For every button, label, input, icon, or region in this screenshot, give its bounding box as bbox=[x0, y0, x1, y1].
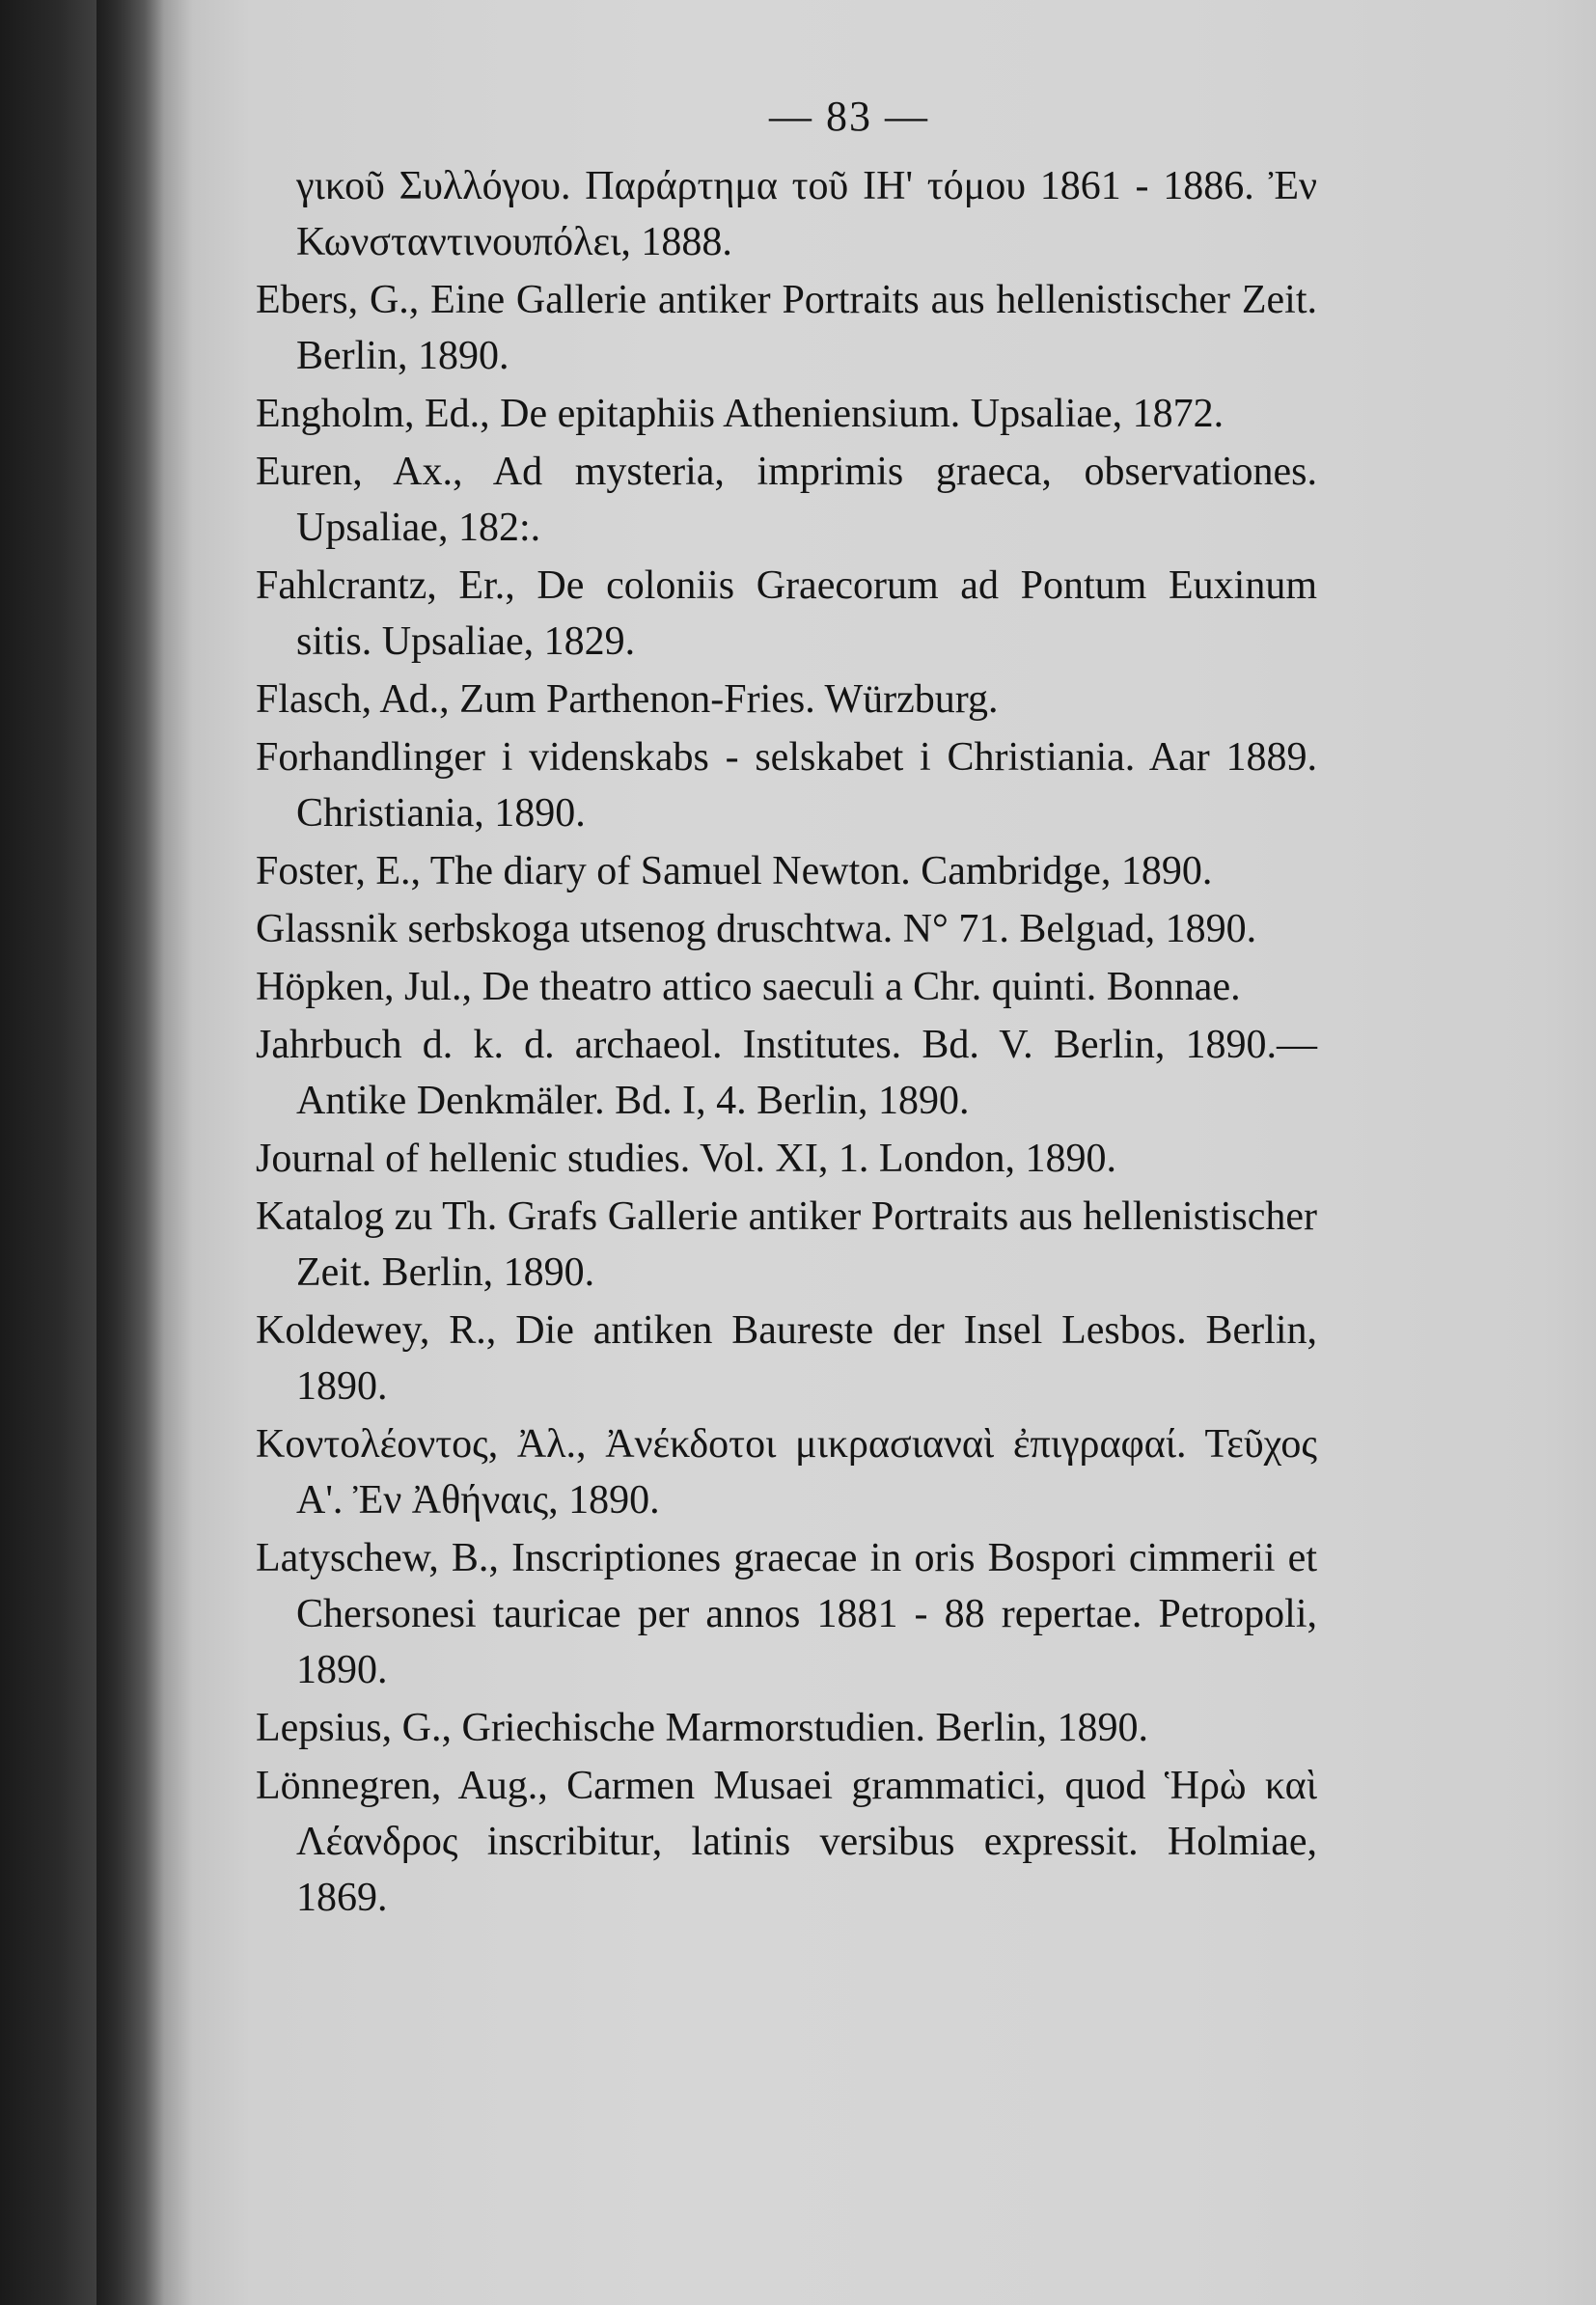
bibliography-entry: Glassnik serbskoga utsenog druschtwa. N° 71. Belgιad, 1890. bbox=[256, 907, 1257, 951]
bibliography-entry: Fahlcrantz, Er., De coloniis Graecorum ad Pontum Euxinum sitis. Upsaliae, 1829. bbox=[256, 563, 1317, 664]
bibliography-entry: Höpken, Jul., De theatro attico saeculi a Chr. quinti. Bonnae. bbox=[256, 965, 1241, 1009]
bibliography-entry: Journal of hellenic studies. Vol. XI, 1. London, 1890. bbox=[256, 1137, 1117, 1181]
bibliography-entry: Engholm, Ed., De epitaphiis Atheniensium. Upsaliae, 1872. bbox=[256, 392, 1225, 436]
bibliography-entry: Foster, E., The diary of Samuel Newton. Cambridge, 1890. bbox=[256, 849, 1213, 893]
bibliography-entry: Lepsius, G., Griechische Marmorstudien. Berlin, 1890. bbox=[256, 1706, 1148, 1750]
spine-shadow bbox=[96, 0, 164, 2305]
bibliography-entry: Flasch, Ad., Zum Parthenon-Fries. Würzburg. bbox=[256, 677, 999, 722]
bibliography-entry: Lönnegren, Aug., Carmen Musaei grammatici, quod Ἡρὼ καὶ Λέανδρος inscribitur, latinis versibus expressit. Holmiae, 1869. bbox=[256, 1764, 1317, 1920]
bibliography-entry: Katalog zu Th. Grafs Gallerie antiker Portraits aus hellenistischer Zeit. Berlin, 1890. bbox=[256, 1194, 1317, 1295]
bibliography-entry: Κοντολέοντος, Ἀλ., Ἀνέκδοτοι μικρασιαναὶ ἐπιγραφαί. Τεῦχος Α'. Ἐν Ἀθήναις, 1890. bbox=[256, 1422, 1317, 1523]
bibliography-entry: Koldewey, R., Die antiken Baureste der Insel Lesbos. Berlin, 1890. bbox=[256, 1308, 1317, 1409]
page-number: — 83 — bbox=[769, 93, 929, 140]
bibliography-entry: Ebers, G., Eine Gallerie antiker Portraits aus hellenistischer Zeit. Berlin, 1890. bbox=[256, 278, 1317, 378]
text-block bbox=[256, 92, 1317, 1928]
bibliography-entry: Jahrbuch d. k. d. archaeol. Institutes. Bd. V. Berlin, 1890.— Antike Denkmäler. Bd. I, 4. Berlin, 1890. bbox=[256, 1023, 1317, 1123]
bibliography-entry: Latyschew, B., Inscriptiones graecae in oris Bospori cimmerii et Chersonesi tauricae per annos 1881 - 88 repertae. Petropoli, 1890. bbox=[256, 1536, 1317, 1692]
bibliography-entry: Forhandlinger i videnskabs - selskabet i Christiania. Aar 1889. Christiania, 1890. bbox=[256, 735, 1317, 836]
bibliography-entry: Euren, Ax., Ad mysteria, imprimis graeca, observationes. Upsaliae, 182:. bbox=[256, 450, 1317, 550]
bibliography-entry: γικοῦ Συλλόγου. Παράρτημα τοῦ ΙΗ' τόμου 1861 - 1886. Ἐν Κωνσταντινουπόλει, 1888. bbox=[296, 164, 1317, 264]
